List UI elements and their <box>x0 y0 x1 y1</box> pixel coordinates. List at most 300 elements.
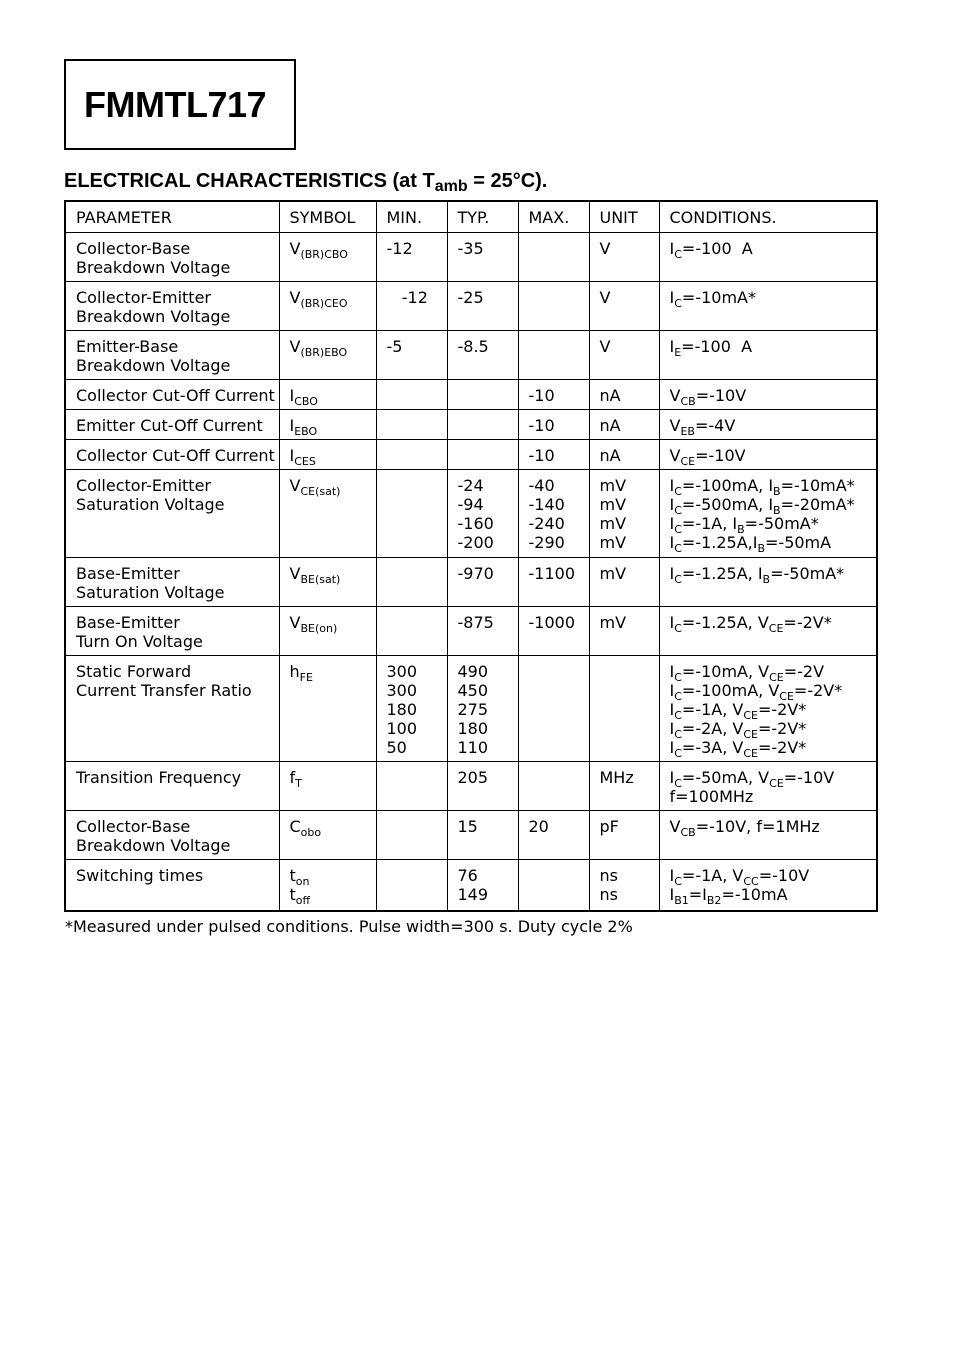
section-title-suffix: = 25°C). <box>467 170 548 192</box>
condition-subscript: C <box>674 777 682 790</box>
condition-text: =-10V <box>783 768 835 787</box>
unit-value: V <box>599 239 611 258</box>
condition-subscript: B2 <box>706 894 722 907</box>
typ-cell <box>447 811 518 860</box>
conditions-cell <box>659 762 877 811</box>
conditions-cell <box>659 860 877 911</box>
symbol-cell <box>279 440 376 470</box>
unit-cell <box>589 656 659 762</box>
typ-value: 450 <box>457 681 489 700</box>
symbol-text <box>289 817 372 839</box>
condition-subscript: CE <box>779 690 794 703</box>
conditions-cell <box>659 410 877 440</box>
table-row <box>65 607 877 656</box>
condition-subscript: CE <box>769 671 784 684</box>
condition-subscript: CE <box>743 709 758 722</box>
symbol-text <box>289 239 372 261</box>
table-row <box>65 331 877 380</box>
parameter-text: Static Forward <box>76 662 192 681</box>
condition-line <box>669 700 873 722</box>
part-number: FMMTL717 <box>84 83 267 125</box>
min-cell <box>376 233 447 282</box>
condition-subscript: CE <box>680 455 696 468</box>
min-value: 300 <box>386 662 418 681</box>
symbol-base: V <box>289 288 301 307</box>
condition-text: =-100mA, V <box>681 681 780 700</box>
condition-text: =I <box>688 885 707 904</box>
parameter-cell <box>65 656 279 762</box>
parameter-text: Collector-Base <box>76 239 191 258</box>
condition-subscript: B <box>773 504 781 517</box>
condition-text: f=100MHz <box>669 787 754 806</box>
condition-text: =-20mA* <box>780 495 855 514</box>
condition-text: =-1A, I <box>681 514 738 533</box>
condition-text: I <box>669 495 675 514</box>
unit-cell <box>589 331 659 380</box>
condition-line <box>669 416 873 438</box>
max-value: -10 <box>528 386 555 405</box>
condition-text: =-1A, V <box>681 866 744 885</box>
condition-text: I <box>669 476 675 495</box>
max-value: -290 <box>528 533 565 552</box>
min-cell <box>376 440 447 470</box>
symbol-subscript: (BR)EBO <box>300 346 348 359</box>
header-parameter: PARAMETER <box>65 201 279 233</box>
header-typ: TYP. <box>447 201 518 233</box>
parameter-text: Emitter Cut-Off Current <box>76 416 263 435</box>
min-cell <box>376 558 447 607</box>
typ-cell <box>447 233 518 282</box>
condition-text: I <box>669 885 675 904</box>
condition-line <box>669 495 873 517</box>
condition-subscript: C <box>674 297 682 310</box>
symbol-base: t <box>289 885 296 904</box>
symbol-cell <box>279 331 376 380</box>
symbol-text <box>289 288 372 310</box>
condition-text: I <box>669 239 675 258</box>
typ-cell <box>447 860 518 911</box>
typ-value: 110 <box>457 738 489 757</box>
unit-value: ns <box>599 885 618 904</box>
conditions-cell <box>659 380 877 410</box>
unit-value: pF <box>599 817 619 836</box>
symbol-base: h <box>289 662 300 681</box>
symbol-base: V <box>289 613 301 632</box>
conditions-cell <box>659 282 877 331</box>
condition-line <box>669 337 873 359</box>
min-cell <box>376 607 447 656</box>
condition-line <box>669 817 873 839</box>
symbol-subscript: BE(sat) <box>300 573 341 586</box>
table-row <box>65 440 877 470</box>
condition-text: I <box>669 288 675 307</box>
parameter-cell <box>65 233 279 282</box>
condition-text: =-2V* <box>757 719 807 738</box>
unit-cell <box>589 607 659 656</box>
condition-subscript: CE <box>768 622 784 635</box>
symbol-text <box>289 564 372 586</box>
min-cell <box>376 470 447 558</box>
symbol-cell <box>279 860 376 911</box>
condition-text: =-10V <box>695 446 746 465</box>
symbol-text <box>289 885 372 907</box>
condition-text: =-50mA* <box>744 514 819 533</box>
condition-text: I <box>669 662 675 681</box>
table-row <box>65 282 877 331</box>
header-min: MIN. <box>376 201 447 233</box>
condition-line <box>669 446 873 468</box>
typ-cell <box>447 282 518 331</box>
max-cell <box>518 762 589 811</box>
symbol-base: t <box>289 866 296 885</box>
typ-value: -25 <box>457 288 484 307</box>
condition-subscript: B <box>757 542 766 555</box>
unit-cell <box>589 410 659 440</box>
symbol-subscript: CES <box>294 455 316 468</box>
table-row <box>65 380 877 410</box>
condition-subscript: B <box>737 523 745 536</box>
condition-subscript: C <box>674 523 682 536</box>
typ-cell <box>447 656 518 762</box>
condition-text: =-50mA* <box>770 564 845 583</box>
max-value: -140 <box>528 495 565 514</box>
condition-text: =-2V* <box>757 738 807 757</box>
unit-cell <box>589 233 659 282</box>
condition-text: =-1.25A,I <box>681 533 758 552</box>
unit-cell <box>589 282 659 331</box>
condition-text: =-500mA, I <box>681 495 774 514</box>
table-header-row <box>65 201 877 233</box>
header-unit: UNIT <box>589 201 659 233</box>
unit-value: nA <box>599 416 621 435</box>
unit-value: mV <box>599 533 627 552</box>
condition-subscript: C <box>674 709 682 722</box>
condition-text: I <box>669 719 675 738</box>
min-value: 300 <box>386 681 418 700</box>
min-cell <box>376 762 447 811</box>
condition-text: =-50mA <box>765 533 832 552</box>
parameter-cell <box>65 331 279 380</box>
min-value: 50 <box>386 738 407 757</box>
condition-text: =-2V <box>783 662 825 681</box>
symbol-cell <box>279 410 376 440</box>
parameter-text: Collector-Base <box>76 817 191 836</box>
header-max: MAX. <box>518 201 589 233</box>
parameter-text: Switching times <box>76 866 204 885</box>
symbol-cell <box>279 282 376 331</box>
parameter-text: Base-Emitter <box>76 564 180 583</box>
condition-text: =-10V <box>758 866 810 885</box>
condition-subscript: CC <box>743 875 759 888</box>
parameter-cell <box>65 607 279 656</box>
symbol-cell <box>279 762 376 811</box>
parameter-text: Turn On Voltage <box>76 632 203 651</box>
typ-value: 15 <box>457 817 478 836</box>
unit-value: mV <box>599 476 627 495</box>
min-value: -12 <box>386 239 413 258</box>
table-row <box>65 233 877 282</box>
max-cell <box>518 607 589 656</box>
parameter-text: Saturation Voltage <box>76 495 225 514</box>
symbol-subscript: T <box>295 777 302 790</box>
symbol-subscript: off <box>295 894 311 907</box>
table-row <box>65 656 877 762</box>
typ-value: -970 <box>457 564 494 583</box>
conditions-cell <box>659 656 877 762</box>
conditions-cell <box>659 331 877 380</box>
condition-subscript: CE <box>743 747 758 760</box>
typ-value: 205 <box>457 768 489 787</box>
unit-value: V <box>599 288 611 307</box>
min-value: 180 <box>386 700 418 719</box>
section-title <box>64 170 547 193</box>
condition-subscript: C <box>674 542 682 555</box>
typ-value: -24 <box>457 476 484 495</box>
typ-cell <box>447 331 518 380</box>
symbol-text <box>289 337 372 359</box>
unit-cell <box>589 380 659 410</box>
parameter-cell <box>65 860 279 911</box>
footnote: *Measured under pulsed conditions. Pulse width=300 s. Duty cycle 2% <box>65 917 633 936</box>
max-cell <box>518 558 589 607</box>
condition-subscript: CB <box>680 395 696 408</box>
conditions-cell <box>659 470 877 558</box>
condition-text: =-1.25A, I <box>681 564 763 583</box>
conditions-cell <box>659 440 877 470</box>
parameter-text: Breakdown Voltage <box>76 258 231 277</box>
symbol-base: V <box>289 476 301 495</box>
typ-value: -160 <box>457 514 494 533</box>
condition-line <box>669 662 873 684</box>
condition-line <box>669 738 873 760</box>
symbol-base: V <box>289 239 301 258</box>
condition-text: I <box>669 768 675 787</box>
typ-cell <box>447 380 518 410</box>
symbol-subscript: (BR)CBO <box>300 248 348 261</box>
condition-text: =-10mA <box>721 885 788 904</box>
unit-value: mV <box>599 495 627 514</box>
condition-text: =-10mA* <box>780 476 855 495</box>
min-value: -5 <box>386 337 403 356</box>
typ-cell <box>447 607 518 656</box>
condition-text: =-100 A <box>681 239 753 258</box>
condition-text: I <box>669 613 675 632</box>
symbol-subscript: (BR)CEO <box>300 297 348 310</box>
typ-value: -8.5 <box>457 337 489 356</box>
symbol-cell <box>279 233 376 282</box>
condition-text: V <box>669 817 681 836</box>
conditions-cell <box>659 811 877 860</box>
typ-value: -94 <box>457 495 484 514</box>
condition-text: =-1A, V <box>681 700 744 719</box>
condition-text: =-3A, V <box>681 738 744 757</box>
unit-cell <box>589 860 659 911</box>
electrical-characteristics-table-wrapper <box>64 200 876 912</box>
max-cell <box>518 656 589 762</box>
section-title-prefix: ELECTRICAL CHARACTERISTICS (at T <box>64 170 435 192</box>
parameter-text: Current Transfer Ratio <box>76 681 252 700</box>
max-value: -240 <box>528 514 565 533</box>
parameter-text: Collector Cut-Off Current <box>76 386 275 405</box>
max-value: -10 <box>528 416 555 435</box>
condition-line <box>669 533 873 555</box>
parameter-cell <box>65 470 279 558</box>
min-cell <box>376 656 447 762</box>
condition-text: V <box>669 386 681 405</box>
condition-line <box>669 681 873 703</box>
min-value: 100 <box>386 719 418 738</box>
symbol-base: V <box>289 337 301 356</box>
parameter-text: Breakdown Voltage <box>76 836 231 855</box>
typ-value: 180 <box>457 719 489 738</box>
condition-line <box>669 768 873 790</box>
condition-text: I <box>669 681 675 700</box>
unit-cell <box>589 440 659 470</box>
condition-text: =-100mA, I <box>681 476 774 495</box>
symbol-text <box>289 613 372 635</box>
symbol-text <box>289 386 372 408</box>
unit-cell <box>589 558 659 607</box>
max-cell <box>518 440 589 470</box>
parameter-text: Collector-Emitter <box>76 288 211 307</box>
max-cell <box>518 380 589 410</box>
parameter-cell <box>65 558 279 607</box>
typ-value: 149 <box>457 885 489 904</box>
condition-text: I <box>669 337 675 356</box>
parameter-text: Emitter-Base <box>76 337 179 356</box>
condition-text: I <box>669 866 675 885</box>
typ-cell <box>447 470 518 558</box>
condition-text: =-2V* <box>757 700 807 719</box>
symbol-subscript: FE <box>299 671 313 684</box>
condition-text: =-2V* <box>793 681 843 700</box>
condition-line <box>669 613 873 635</box>
table-row <box>65 811 877 860</box>
max-cell <box>518 331 589 380</box>
parameter-cell <box>65 811 279 860</box>
symbol-text <box>289 446 372 468</box>
condition-line <box>669 866 873 888</box>
parameter-text: Collector Cut-Off Current <box>76 446 275 465</box>
typ-cell <box>447 440 518 470</box>
min-cell <box>376 380 447 410</box>
condition-subscript: EB <box>680 425 695 438</box>
symbol-cell <box>279 656 376 762</box>
condition-subscript: C <box>674 504 682 517</box>
symbol-subscript: BE(on) <box>300 622 338 635</box>
condition-text: =-10V, f=1MHz <box>695 817 820 836</box>
typ-cell <box>447 558 518 607</box>
unit-value: ns <box>599 866 618 885</box>
parameter-text: Collector-Emitter <box>76 476 211 495</box>
symbol-subscript: EBO <box>294 425 318 438</box>
max-cell <box>518 410 589 440</box>
unit-cell <box>589 811 659 860</box>
max-value: 20 <box>528 817 549 836</box>
condition-text: =-4V <box>694 416 736 435</box>
condition-subscript: C <box>674 690 682 703</box>
condition-text: =-10mA* <box>681 288 756 307</box>
section-title-subscript: amb <box>434 178 468 195</box>
condition-text: I <box>669 533 675 552</box>
symbol-text <box>289 416 372 438</box>
symbol-base: V <box>289 564 301 583</box>
condition-line <box>669 239 873 261</box>
parameter-cell <box>65 440 279 470</box>
min-cell <box>376 410 447 440</box>
min-value: -12 <box>386 288 428 307</box>
condition-subscript: B <box>773 485 781 498</box>
condition-text: =-2V* <box>783 613 832 632</box>
min-cell <box>376 811 447 860</box>
symbol-cell <box>279 607 376 656</box>
condition-subscript: B1 <box>674 894 689 907</box>
unit-value: mV <box>599 514 627 533</box>
condition-text: =-100 A <box>681 337 753 356</box>
condition-subscript: C <box>674 573 682 586</box>
unit-cell <box>589 762 659 811</box>
max-value: -1100 <box>528 564 575 583</box>
parameter-cell <box>65 380 279 410</box>
condition-subscript: C <box>674 671 682 684</box>
condition-subscript: CE <box>769 777 784 790</box>
table-row <box>65 762 877 811</box>
unit-value: mV <box>599 613 627 632</box>
symbol-cell <box>279 558 376 607</box>
condition-subscript: C <box>674 622 682 635</box>
max-value: -10 <box>528 446 555 465</box>
parameter-cell <box>65 282 279 331</box>
typ-cell <box>447 410 518 440</box>
symbol-cell <box>279 380 376 410</box>
symbol-subscript: on <box>295 875 310 888</box>
condition-line <box>669 476 873 498</box>
condition-line <box>669 386 873 408</box>
symbol-cell <box>279 470 376 558</box>
parameter-text: Breakdown Voltage <box>76 307 231 326</box>
min-cell <box>376 282 447 331</box>
typ-value: -200 <box>457 533 494 552</box>
condition-text: I <box>669 700 675 719</box>
parameter-cell <box>65 762 279 811</box>
condition-text: V <box>669 416 681 435</box>
symbol-base: I <box>289 446 295 465</box>
typ-cell <box>447 762 518 811</box>
condition-text: V <box>669 446 681 465</box>
symbol-subscript: CE(sat) <box>300 485 341 498</box>
max-cell <box>518 233 589 282</box>
parameter-text: Transition Frequency <box>76 768 242 787</box>
condition-text: =-10V <box>695 386 747 405</box>
conditions-cell <box>659 558 877 607</box>
condition-text: I <box>669 738 675 757</box>
parameter-text: Base-Emitter <box>76 613 180 632</box>
unit-value: nA <box>599 446 621 465</box>
max-cell <box>518 470 589 558</box>
max-value: -40 <box>528 476 555 495</box>
symbol-base: f <box>289 768 296 787</box>
condition-subscript: C <box>674 485 682 498</box>
condition-line <box>669 564 873 586</box>
conditions-cell <box>659 607 877 656</box>
unit-value: nA <box>599 386 621 405</box>
typ-value: 490 <box>457 662 489 681</box>
symbol-text <box>289 476 372 498</box>
typ-value: 76 <box>457 866 478 885</box>
min-cell <box>376 860 447 911</box>
condition-subscript: B <box>762 573 771 586</box>
table-row <box>65 558 877 607</box>
